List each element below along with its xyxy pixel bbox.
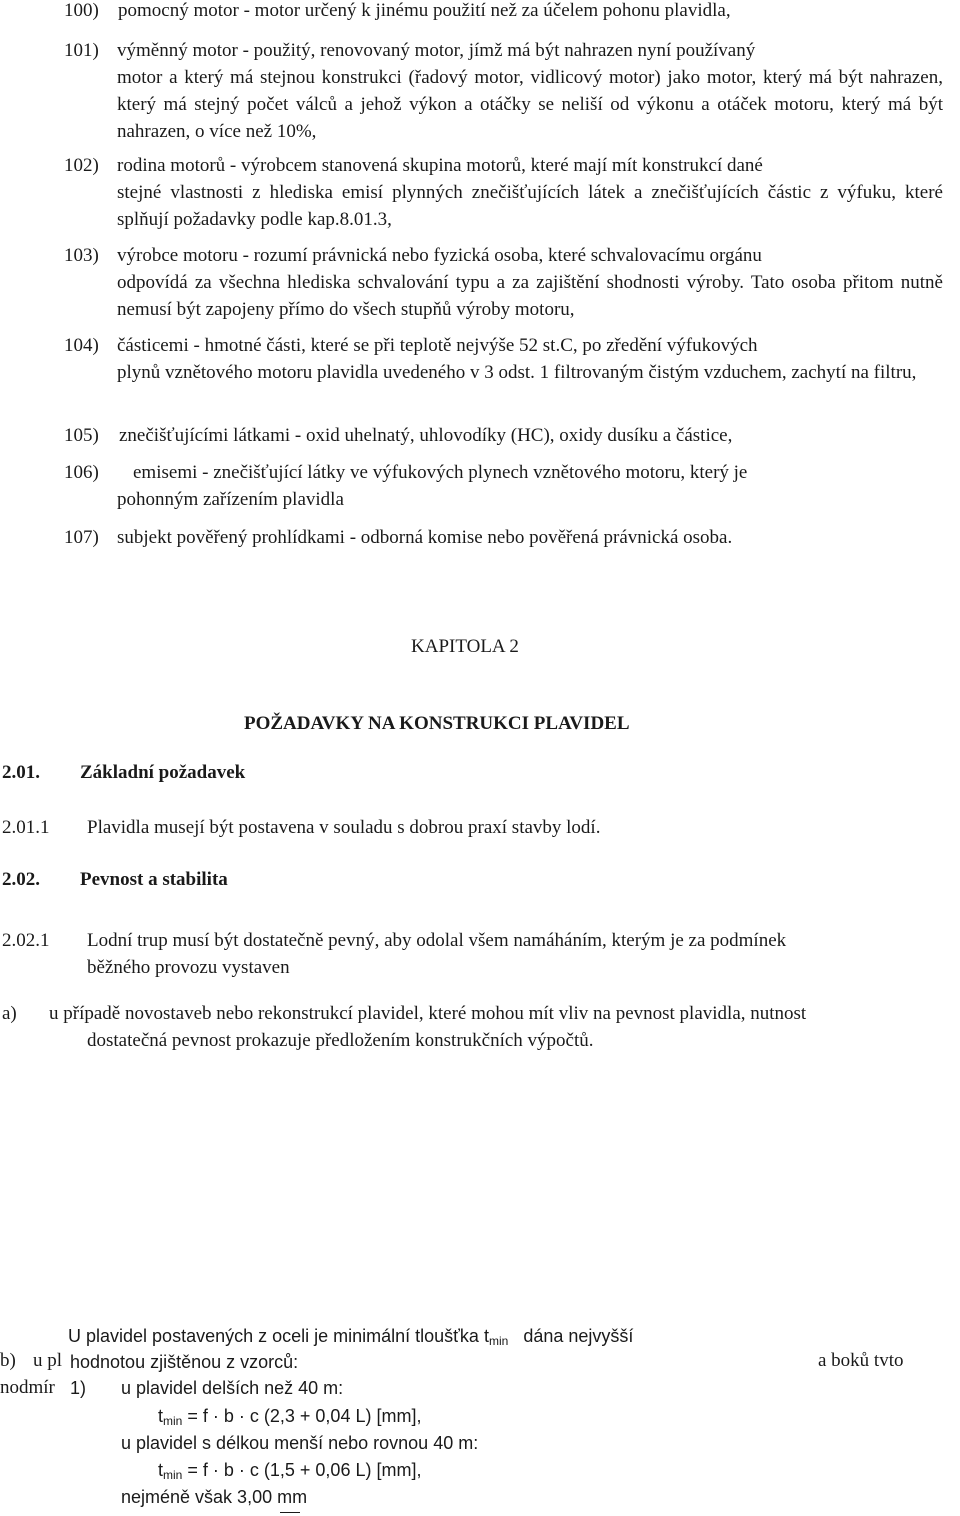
definition-101-line1: výměnný motor - použitý, renovovaný motor, jímž má být nahrazen nyní používaný — [117, 40, 756, 61]
underline-mark — [280, 1512, 300, 1513]
para-2021-line1: Lodní trup musí být dostatečně pevný, aby odolal všem namáháním, kterým je za podmínek — [87, 930, 787, 951]
para-2021-line2: běžného provozu vystaven — [87, 957, 290, 978]
definition-number: 100) — [64, 0, 99, 21]
definition-106-line1: emisemi - znečišťující látky ve výfukových plynech vznětového motoru, který je — [133, 462, 748, 483]
formula-1-expr: = f · b · c (2,3 + 0,04 L) [mm], — [187, 1406, 422, 1426]
definition-text: subjekt pověřený prohlídkami - odborná komise nebo pověřená právnická osoba. — [117, 527, 733, 548]
definition-103-number: 103) — [64, 245, 99, 266]
fragment-line-min: nejméně však 3,00 mm — [121, 1487, 308, 1507]
definition-106-number: 106) — [64, 462, 99, 483]
para-2011-number: 2.01.1 — [2, 817, 50, 838]
definition-100 — [64, 0, 731, 24]
definition-102-line1: rodina motorů - výrobcem stanovená skupina motorů, které mají mít konstrukcí dané — [117, 155, 763, 176]
item-a-line1: u případě novostaveb nebo rekonstrukcí plavidel, které mohou mít vliv na pevnost plavidla, nutnost — [49, 1003, 807, 1024]
definition-number: 107) — [64, 527, 99, 548]
nodmir-text: nodmír — [0, 1377, 55, 1398]
formula-1-t: t — [158, 1406, 164, 1426]
section-201-title: Základní požadavek — [80, 762, 246, 783]
fragment-intro — [68, 1323, 633, 1350]
definition-103-line1: výrobce motoru - rozumí právnická nebo fyzická osoba, které schvalovacímu orgánu — [117, 245, 762, 266]
fragment-line-longer: u plavidel delších než 40 m: — [121, 1378, 344, 1398]
fragment-intro2: hodnotou zjištěnou z vzorců: — [70, 1352, 299, 1372]
definition-text: pomocný motor - motor určený k jinému použití než za účelem pohonu plavidla, — [118, 0, 731, 21]
definition-107 — [64, 524, 733, 551]
definition-104-number: 104) — [64, 335, 99, 356]
definition-102-cont: stejné vlastnosti z hlediska emisí plynných znečišťujících látek a znečišťujících částic z výfuku, které splňují požadavky podle kap.8.01.3, — [117, 182, 943, 230]
para-2011-text: Plavidla musejí být postavena v souladu s dobrou praxí stavby lodí. — [87, 817, 601, 838]
fragment-intro-sub: min — [488, 1334, 509, 1348]
definition-103-cont: odpovídá za všechna hlediska schvalování typu a za zajištění shodnosti výroby. Tato osoba přitom nutně nemusí být zapojeny přímo do všech stupňů výroby motoru, — [117, 272, 943, 320]
fragment-intro-end: dána nejvyšší — [523, 1326, 634, 1346]
definition-104-cont: plynů vznětového motoru plavidla uvedeného v 3 odst. 1 filtrovaným čistým vzduchem, zachytí na filtru, — [117, 362, 917, 383]
fragment-item-number: 1) — [70, 1378, 87, 1398]
definition-101-cont: motor a který má stejnou konstrukci (řadový motor, vidlicový motor) jako motor, který má být nahrazen, který má stejný počet válců a jehož výkon a otáčky se neliší od výkonu a otáček motoru, který má být nahrazen, o více než 10%, — [117, 67, 943, 142]
definition-105 — [64, 422, 733, 449]
item-b-right: a boků tvto — [818, 1350, 904, 1371]
fragment-line-shorter: u plavidel s délkou menší nebo rovnou 40 m: — [121, 1433, 479, 1453]
formula-1-sub: min — [163, 1414, 183, 1428]
formula-2-expr: = f · b · c (1,5 + 0,06 L) [mm], — [187, 1460, 422, 1480]
definition-101-number: 101) — [64, 40, 99, 61]
definition-106-cont: pohonným zařízením plavidla — [117, 489, 344, 510]
formula-2-t: t — [158, 1460, 164, 1480]
section-202-number: 2.02. — [2, 869, 40, 890]
item-b-label: b) — [0, 1350, 16, 1371]
section-201-number: 2.01. — [2, 762, 40, 783]
item-b-partial: u pl — [33, 1350, 63, 1371]
definition-104-line1: částicemi - hmotné části, které se při teplotě nejvýše 52 st.C, po zředění výfukových — [117, 335, 758, 356]
definition-102-number: 102) — [64, 155, 99, 176]
chapter-label: KAPITOLA 2 — [411, 636, 519, 657]
definition-number: 105) — [64, 425, 99, 446]
section-202-title: Pevnost a stabilita — [80, 869, 228, 890]
definition-text: znečišťujícími látkami - oxid uhelnatý, uhlovodíky (HC), oxidy dusíku a částice, — [119, 425, 733, 446]
formula-1 — [158, 1403, 421, 1430]
para-2021-number: 2.02.1 — [2, 930, 50, 951]
item-a-line2: dostatečná pevnost prokazuje předložením konstrukčních výpočtů. — [87, 1030, 594, 1051]
chapter-title: POŽADAVKY NA KONSTRUKCI PLAVIDEL — [244, 713, 630, 734]
formula-2-sub: min — [163, 1468, 183, 1482]
item-a-label: a) — [2, 1003, 17, 1024]
formula-2 — [158, 1457, 421, 1484]
fragment-intro-text: U plavidel postavených z oceli je minimální tloušťka t — [68, 1326, 489, 1346]
